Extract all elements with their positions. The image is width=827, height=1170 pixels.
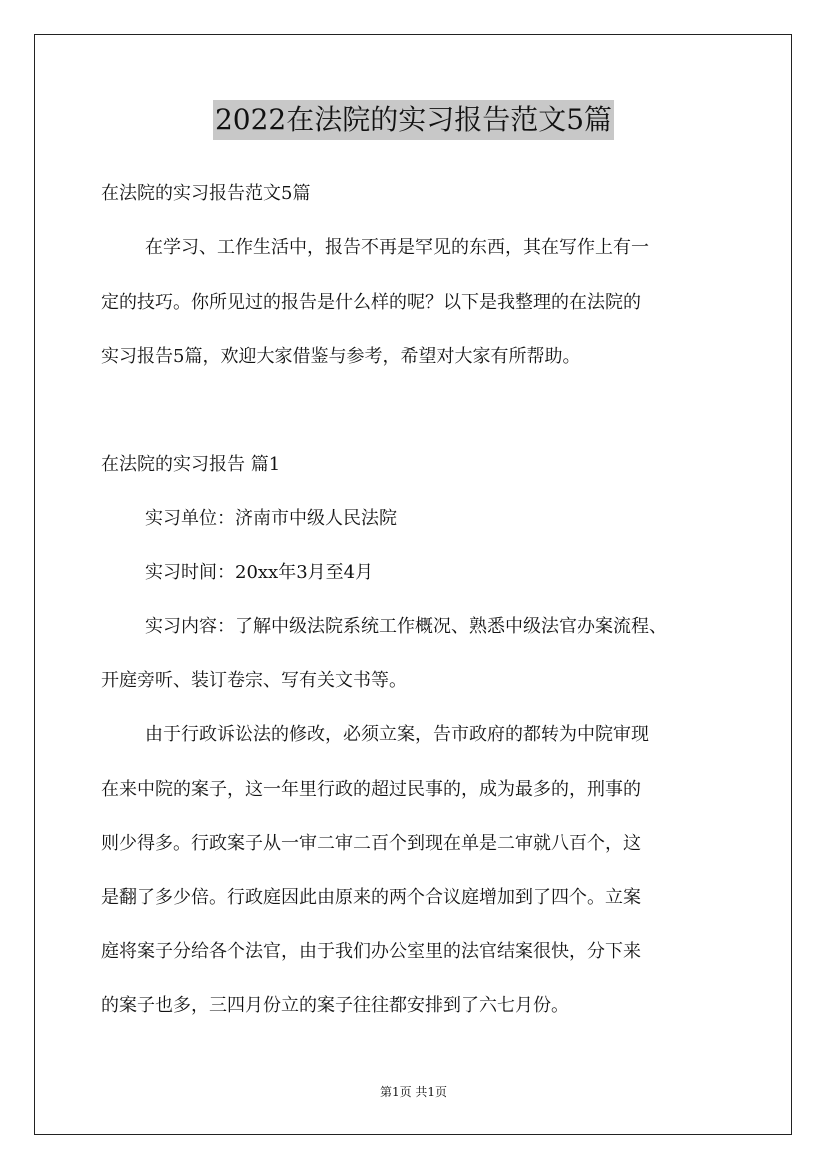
document-title: 2022在法院的实习报告范文5篇 <box>213 100 614 140</box>
body-line: 在来中院的案子，这一年里行政的超过民事的，成为最多的，刑事的 <box>101 779 641 800</box>
title-container <box>0 100 827 140</box>
body-line: 是翻了多少倍。行政庭因此由原来的两个合议庭增加到了四个。立案 <box>101 887 641 908</box>
page-footer: 第1页 共1页 <box>379 1085 448 1099</box>
body-line: 由于行政诉讼法的修改，必须立案，告市政府的都转为中院审现 <box>145 724 649 745</box>
intro-line: 定的技巧。你所见过的报告是什么样的呢？以下是我整理的在法院的 <box>101 292 641 313</box>
body-line: 庭将案子分给各个法官，由于我们办公室里的法官结案很快，分下来 <box>101 941 641 962</box>
field-unit: 实习单位：济南市中级人民法院 <box>145 508 397 529</box>
intro-line: 实习报告5篇，欢迎大家借鉴与参考，希望对大家有所帮助。 <box>101 346 581 367</box>
field-time: 实习时间：20xx年3月至4月 <box>145 562 374 583</box>
body-line: 的案子也多，三四月份立的案子往往都安排到了六七月份。 <box>101 995 569 1016</box>
intro-line: 在学习、工作生活中，报告不再是罕见的东西，其在写作上有一 <box>145 237 649 258</box>
field-content-continued: 开庭旁听、装订卷宗、写有关文书等。 <box>101 670 407 691</box>
section-heading: 在法院的实习报告 篇1 <box>101 454 281 475</box>
field-content: 实习内容：了解中级法院系统工作概况、熟悉中级法官办案流程、 <box>145 616 667 637</box>
body-line: 则少得多。行政案子从一审二审二百个到现在单是二审就八百个，这 <box>101 833 641 854</box>
subtitle: 在法院的实习报告范文5篇 <box>101 183 311 204</box>
